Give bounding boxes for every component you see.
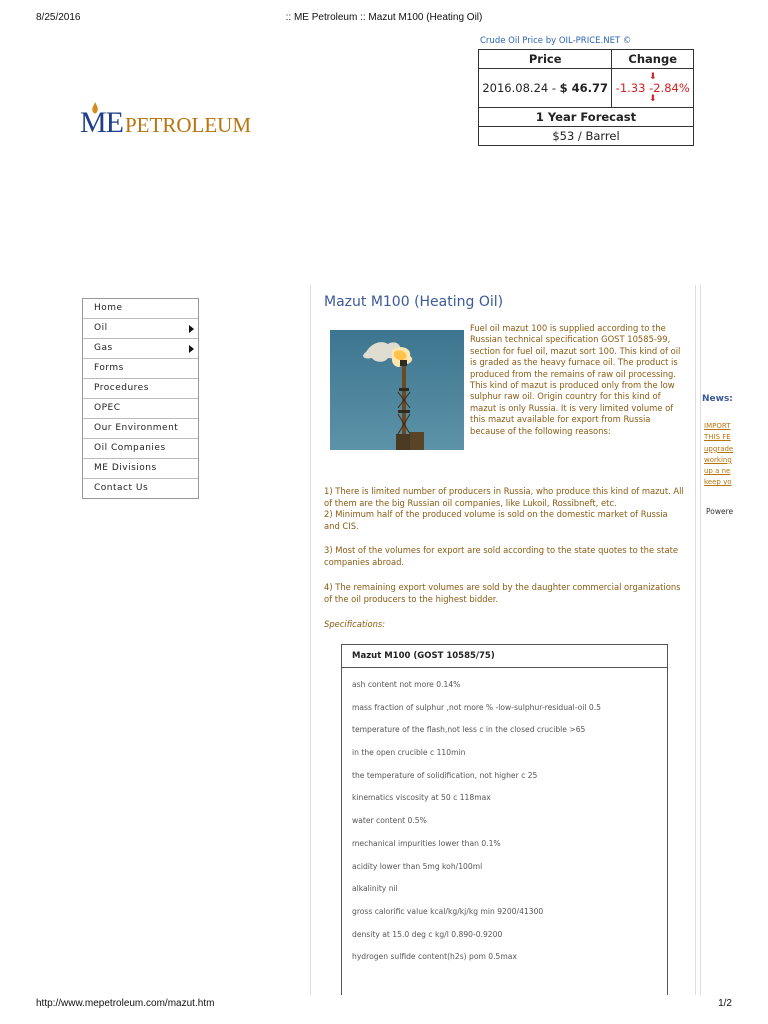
news-panel <box>700 285 768 995</box>
reason-paragraph: 1) There is limited number of producers in Russia, who produce this kind of mazut. All of them are the big Russian oil companies, like Lukoil, Rossibneft, etc. <box>324 486 684 508</box>
gas-flare-photo <box>330 330 464 450</box>
oil-price-source-link[interactable]: Crude Oil Price by OIL-PRICE.NET © <box>480 36 632 46</box>
news-divider <box>700 285 701 995</box>
spec-row: alkalinity nil <box>352 884 398 894</box>
price-cell <box>479 69 612 108</box>
price-value: $ 46.77 <box>559 81 609 95</box>
main-content <box>310 285 696 995</box>
nav-item-procedures[interactable] <box>83 379 198 399</box>
news-line: up a ne <box>704 467 731 476</box>
forecast-value: $53 / Barrel <box>479 127 694 146</box>
news-line: THIS FE <box>704 433 731 442</box>
powered-by-text: Powere <box>706 507 734 516</box>
print-date: 8/25/2016 <box>36 12 81 23</box>
sidebar-nav <box>82 298 199 499</box>
reason-paragraph: 2) Minimum half of the produced volume is sold on the domestic market of Russia and CIS. <box>324 509 668 531</box>
print-header <box>36 12 732 26</box>
spec-row: water content 0.5% <box>352 816 427 826</box>
nav-item-gas[interactable] <box>83 339 198 359</box>
nav-item-oil-companies[interactable] <box>83 439 198 459</box>
news-title: News: <box>702 394 733 404</box>
oil-price-widget <box>478 36 694 146</box>
logo-me: ME <box>80 106 123 139</box>
forecast-header: 1 Year Forecast <box>479 108 694 127</box>
submenu-arrow-icon <box>189 345 194 353</box>
reason-paragraph: 4) The remaining export volumes are sold by the daughter commercial organizations of the oil producers to the highest bidder. <box>324 582 681 604</box>
specifications-label: Specifications: <box>324 619 386 629</box>
nav-item-label: OPEC <box>94 403 121 413</box>
nav-item-label: Our Environment <box>94 423 179 433</box>
submenu-arrow-icon <box>189 325 194 333</box>
spec-row: density at 15.0 deg c kg/l 0.890-0.9200 <box>352 929 503 939</box>
print-footer <box>36 998 732 1012</box>
print-page-number: 1/2 <box>718 998 732 1009</box>
news-line: working <box>704 455 732 464</box>
spec-row: mass fraction of sulphur ,not more % -low-sulphur-residual-oil 0.5 <box>352 702 602 712</box>
spec-row: mechanical impurities lower than 0.1% <box>352 838 501 848</box>
nav-item-label: Contact Us <box>94 483 149 493</box>
nav-item-contact-us[interactable] <box>83 479 198 498</box>
spec-row: kinematics viscosity at 50 c 118max <box>352 793 491 803</box>
nav-item-label: Forms <box>94 363 124 373</box>
logo-petroleum: PETROLEUM <box>125 113 251 137</box>
me-petroleum-logo[interactable] <box>80 102 280 142</box>
spec-row: gross calorific value kcal/kg/kj/kg min 9200/41300 <box>352 906 544 916</box>
news-link[interactable] <box>704 421 733 489</box>
down-arrow-icon: ⬇ <box>648 72 657 82</box>
nav-item-forms[interactable] <box>83 359 198 379</box>
nav-item-label: Procedures <box>94 383 149 393</box>
nav-item-opec[interactable] <box>83 399 198 419</box>
nav-item-label: Oil <box>94 323 108 333</box>
nav-item-our-environment[interactable] <box>83 419 198 439</box>
spec-table-header: Mazut M100 (GOST 10585/75) <box>342 645 667 668</box>
oil-price-table <box>478 49 694 146</box>
spec-row: the temperature of solidification, not higher c 25 <box>352 770 538 780</box>
nav-item-label: ME Divisions <box>94 463 157 473</box>
print-url: http://www.mepetroleum.com/mazut.htm <box>36 998 215 1009</box>
spec-row: in the open crucible c 110min <box>352 748 466 758</box>
news-line: upgrade <box>704 444 734 453</box>
price-header: Price <box>479 50 612 69</box>
nav-item-label: Oil Companies <box>94 443 166 453</box>
news-line: keep yo <box>704 478 732 487</box>
spec-row: ash content not more 0.14% <box>352 680 461 689</box>
change-header: Change <box>612 50 694 69</box>
spec-row: hydrogen sulfide content(h2s) pom 0.5max <box>352 952 517 962</box>
nav-item-label: Gas <box>94 343 113 353</box>
down-arrow-icon: ⬇ <box>648 94 657 104</box>
nav-item-label: Home <box>94 303 123 313</box>
nav-item-home[interactable] <box>83 299 198 319</box>
print-title: :: ME Petroleum :: Mazut M100 (Heating Oil) <box>285 12 483 23</box>
spec-table <box>341 644 668 995</box>
nav-item-me-divisions[interactable] <box>83 459 198 479</box>
change-cell <box>612 69 694 108</box>
spec-row: temperature of the flash,not less c in the closed crucible >65 <box>352 725 586 735</box>
spec-row: acidity lower than 5mg koh/100ml <box>352 861 483 871</box>
price-date: 2016.08.24 - <box>482 81 560 95</box>
nav-item-oil[interactable] <box>83 319 198 339</box>
news-line: IMPORT <box>704 422 731 430</box>
page-title: Mazut M100 (Heating Oil) <box>324 294 504 310</box>
reason-paragraph: 3) Most of the volumes for export are sold according to the state quotes to the state companies abroad. <box>324 545 679 567</box>
change-value: -1.33 -2.84% <box>615 81 690 95</box>
intro-paragraph: Fuel oil mazut 100 is supplied according to the Russian technical specification GOST 10585-99, section for fuel oil, mazut sort 100. This kind of oil is graded as the heavy furnace oil. The product is produced from the remains of raw oil processing. This kind of mazut is produced only from the low sulphur raw oil. Origin country for this kind of mazut is only Russia. It is very limited volume of this mazut available for export from Russia because of the following reasons: <box>470 323 681 436</box>
